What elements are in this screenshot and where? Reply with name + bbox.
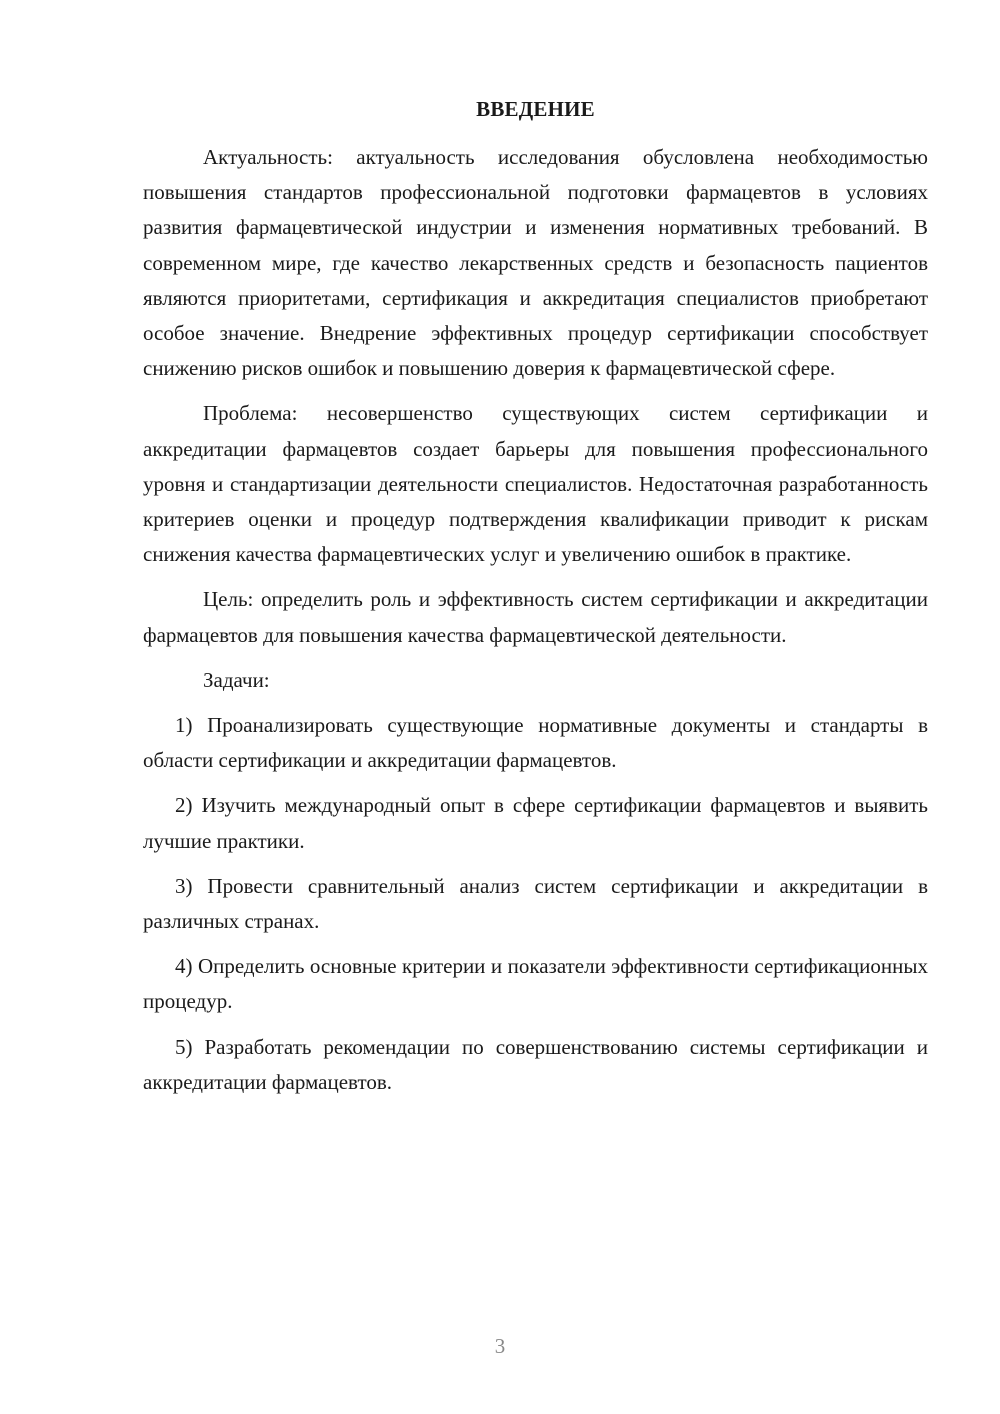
task-item-5: 5) Разработать рекомендации по совершенствованию системы сертификации и аккредитации фармацевтов. — [143, 1034, 928, 1094]
document-page — [143, 92, 928, 1100]
page-number: 3 — [494, 1334, 506, 1358]
paragraph-goal: Цель: определить роль и эффективность систем сертификации и аккредитации фармацевтов для повышения качества фармацевтической деятельности. — [143, 587, 928, 647]
task-item-1: 1) Проанализировать существующие нормативные документы и стандарты в области сертификации и аккредитации фармацевтов. — [143, 713, 928, 773]
paragraph-relevance: Актуальность: актуальность исследования обусловлена необходимостью повышения стандартов профессиональной подготовки фармацевтов в условиях развития фармацевтической индустрии и изменения нормативных требований. В современном мире, где качество лекарственных средств и безопасность пациентов являются приоритетами, сертификация и аккредитация специалистов приобретают особое значение. Внедрение эффективных процедур сертификации способствует снижению рисков ошибок и повышению доверия к фармацевтической сфере. — [143, 145, 928, 381]
task-item-2: 2) Изучить международный опыт в сфере сертификации фармацевтов и выявить лучшие практики. — [143, 793, 928, 853]
section-title: ВВЕДЕНИЕ — [476, 97, 595, 121]
paragraph-problem: Проблема: несовершенство существующих систем сертификации и аккредитации фармацевтов создает барьеры для повышения профессионального уровня и стандартизации деятельности специалистов. Недостаточная разработанность критериев оценки и процедур подтверждения квалификации приводит к рискам снижения качества фармацевтических услуг и увеличению ошибок в практике. — [143, 401, 928, 567]
task-item-4: 4) Определить основные критерии и показатели эффективности сертификационных процедур. — [143, 954, 928, 1014]
task-item-3: 3) Провести сравнительный анализ систем сертификации и аккредитации в различных странах. — [143, 873, 928, 934]
paragraph-tasks-heading: Задачи: — [203, 667, 270, 692]
